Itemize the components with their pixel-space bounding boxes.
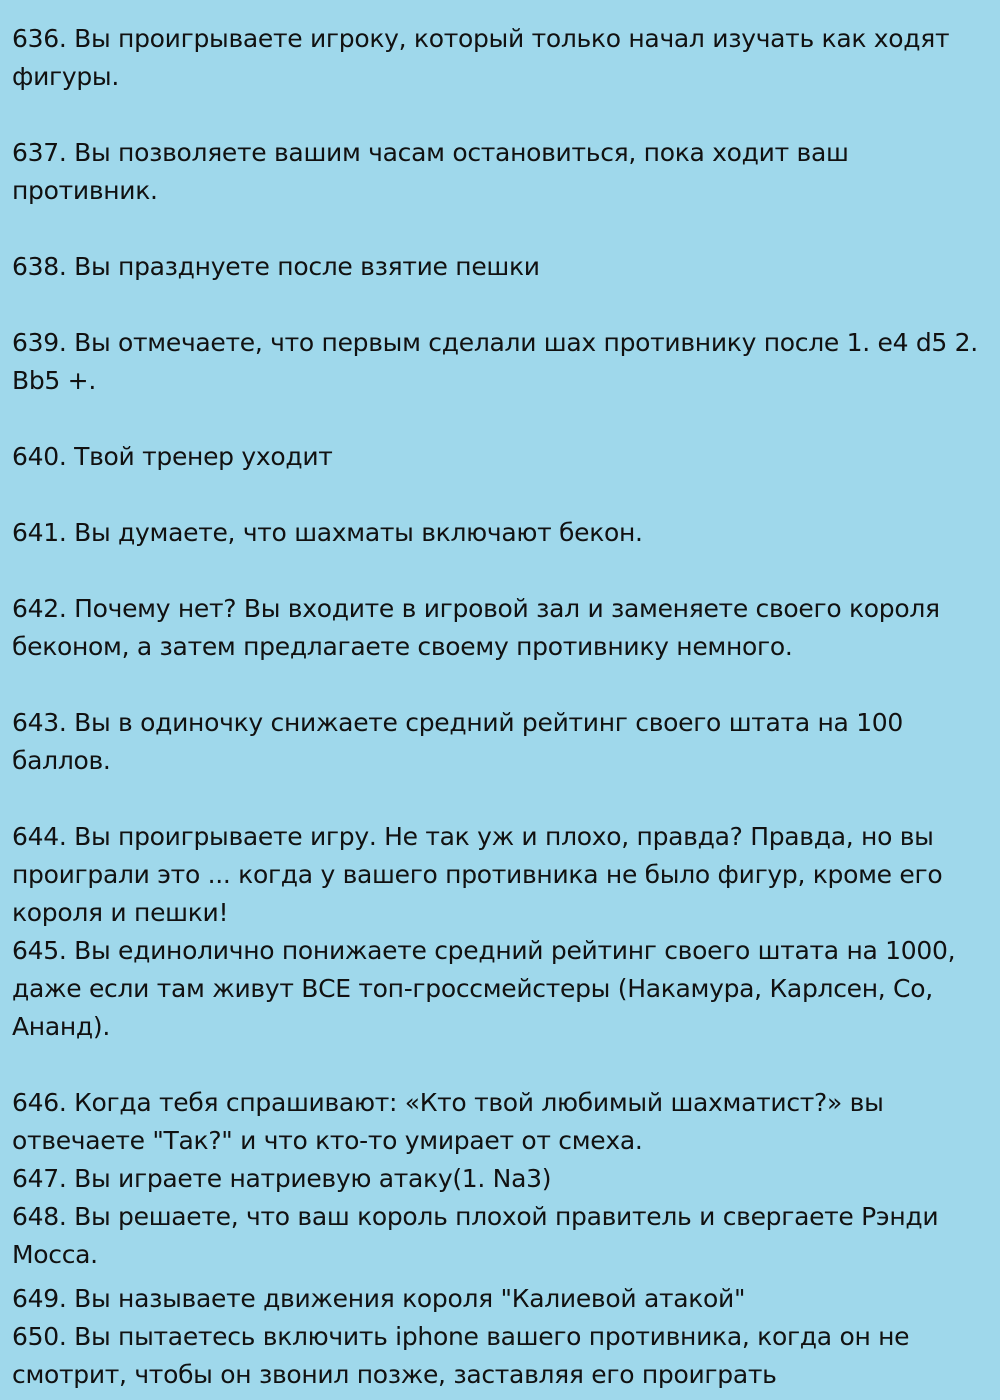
list-item-648: 648. Вы решаете, что ваш король плохой правитель и свергаете Рэнди Мосса. [12, 1202, 939, 1269]
list-item-649: 649. Вы называете движения короля "Калиевой атакой" [12, 1284, 746, 1313]
list-item-647: 647. Вы играете натриевую атаку(1. Na3) [12, 1164, 552, 1193]
list-item-637: 637. Вы позволяете вашим часам остановиться, пока ходит ваш противник. [12, 138, 849, 205]
list-item-644: 644. Вы проигрываете игру. Не так уж и плохо, правда? Правда, но вы проиграли это ... когда у вашего противника не было фигур, кроме его короля и пешки! [12, 822, 943, 927]
list-item-640: 640. Твой тренер уходит [12, 442, 333, 471]
list-item-645: 645. Вы единолично понижаете средний рейтинг своего штата на 1000, даже если там живут ВСЕ топ-гроссмейстеры (Накамура, Карлсен, Со, Ананд). [12, 936, 956, 1041]
list-item-636: 636. Вы проигрываете игроку, который только начал изучать как ходят фигуры. [12, 24, 950, 91]
list-item-643: 643. Вы в одиночку снижаете средний рейтинг своего штата на 100 баллов. [12, 708, 904, 775]
list-item-638: 638. Вы празднуете после взятие пешки [12, 252, 540, 281]
list-item-650: 650. Вы пытаетесь включить iphone вашего противника, когда он не смотрит, чтобы он звонил позже, заставляя его проиграть [12, 1322, 910, 1389]
list-item-639: 639. Вы отмечаете, что первым сделали шах противнику после 1. e4 d5 2. Bb5 +. [12, 328, 978, 395]
list-item-642: 642. Почему нет? Вы входите в игровой зал и заменяете своего короля беконом, а затем предлагаете своему противнику немного. [12, 594, 940, 661]
list-item-641: 641. Вы думаете, что шахматы включают бекон. [12, 518, 643, 547]
list-item-646: 646. Когда тебя спрашивают: «Кто твой любимый шахматист?» вы отвечаете "Так?" и что кто-то умирает от смеха. [12, 1088, 884, 1155]
